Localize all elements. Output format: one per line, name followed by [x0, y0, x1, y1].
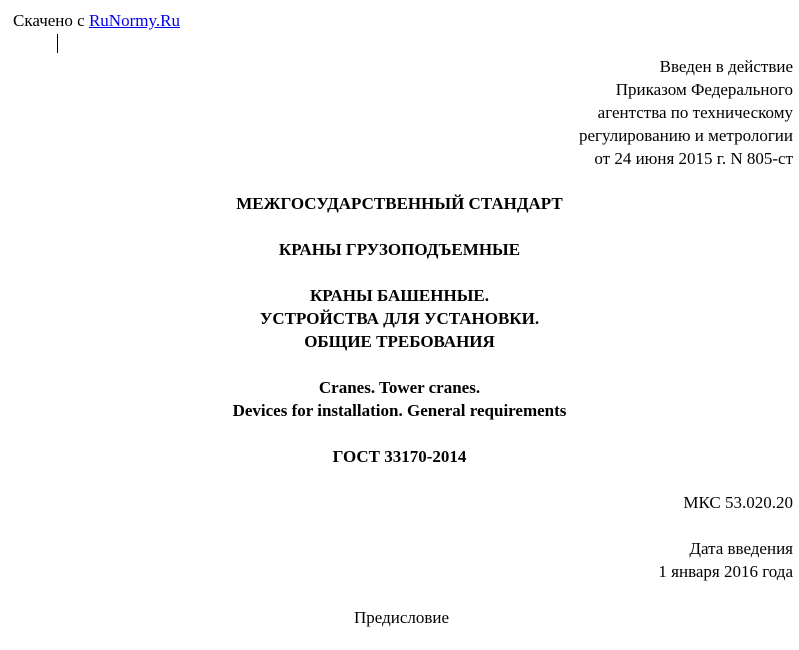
source-line: [13, 9, 180, 32]
standard-title: [0, 284, 799, 353]
english-title: [0, 376, 799, 422]
introduction-date-value: 1 января 2016 года: [658, 562, 793, 581]
adoption-line: агентства по техническому: [597, 103, 793, 122]
standard-title-line: ОБЩИЕ ТРЕБОВАНИЯ: [304, 332, 495, 351]
source-link[interactable]: RuNormy.Ru: [88, 11, 180, 30]
mks-code: МКС 53.020.20: [683, 493, 793, 512]
preface-heading: Предисловие: [353, 608, 450, 627]
adoption-line: Введен в действие: [659, 57, 793, 76]
introduction-date-label: Дата введения: [689, 539, 793, 558]
gost-number: ГОСТ 33170-2014: [332, 447, 467, 466]
english-title-line: Cranes. Tower cranes.: [318, 378, 481, 397]
text-caret: [57, 34, 58, 53]
adoption-line: Приказом Федерального: [615, 80, 793, 99]
adoption-line: регулированию и метрологии: [578, 126, 793, 145]
adoption-info: [579, 55, 793, 170]
source-prefix: Скачено с: [13, 11, 85, 30]
introduction-date-block: [658, 537, 793, 583]
standard-title-line: КРАНЫ БАШЕННЫЕ.: [309, 286, 489, 305]
standard-title-line: УСТРОЙСТВА ДЛЯ УСТАНОВКИ.: [259, 309, 540, 328]
english-title-line: Devices for installation. General requirements: [232, 401, 567, 420]
standard-kind-heading: МЕЖГОСУДАРСТВЕННЫЙ СТАНДАРТ: [236, 194, 563, 213]
standard-group-heading: КРАНЫ ГРУЗОПОДЪЕМНЫЕ: [278, 240, 521, 259]
adoption-line: от 24 июня 2015 г. N 805-ст: [594, 149, 793, 168]
